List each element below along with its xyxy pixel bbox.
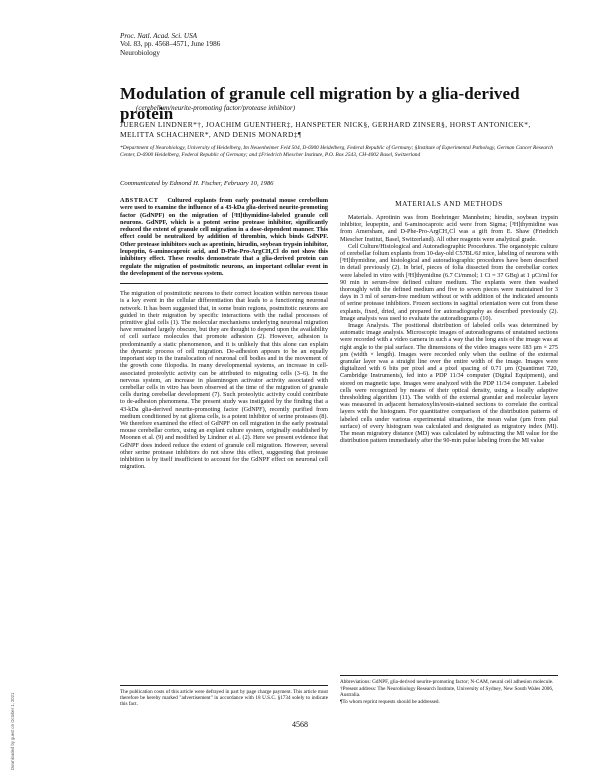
author-line-1: JUERGEN LINDNER*†, JOACHIM GUENTHER‡, HANSPETER NICK§, GERHARD ZINSER§, HORST ANTONICEK*,: [120, 120, 531, 129]
methods-cell-culture: Cell Culture/Histological and Autoradiographic Procedures. The organotypic culture of cerebellar folium explants from 10-day-old C57BL/6J mice, labeling of neurons with [³H]thymidine, and histological and autoradiographic procedures have been described in detail previously (2). In brief, pieces of folia dissected from the cerebellar cortex were labeled in vitro with [³H]thymidine (6.7 Ci/mmol; 1 Ci = 37 GBq) at 1 µCi/ml for 90 min in serum-free defined culture medium. The explants were then washed thoroughly with the defined medium and five to seven pieces were maintained for 3 days in 3 ml of serum-free medium without or with addition of the indicated amounts of serine protease inhibitors. Frozen sections in sagittal orientation were cut from these explants, fixed, dried, and prepared for autoradiography as described previously (2). Image analysis was used to evaluate the autoradiograms (10).: [340, 242, 558, 322]
abstract: [120, 197, 328, 277]
author-line-2: MELITTA SCHACHNER*, AND DENIS MONARD‡¶: [120, 130, 302, 139]
abstract-divider: [120, 283, 328, 284]
methods-materials: Materials. Aprotinin was from Boehringer Mannheim; hirudin, soybean trypsin inhibitor, leupeptin, and 6-aminocaproic acid were from Sigma; [³H]thymidine was from Amersham, and D-Phe-Pro-ArgCH₂Cl was a gift from E. Shaw (Friedrich Miescher Institut, Basel, Switzerland). All other reagents were analytical grade.: [340, 214, 558, 243]
present-address-footnote: †Present address: The Neurobiology Research Institute, University of Sydney, New South Wales 2006, Australia.: [340, 685, 554, 698]
article-keywords: (cerebellum/neurite-promoting factor/protease inhibitor): [136, 104, 296, 112]
methods-heading: MATERIALS AND METHODS: [395, 199, 503, 208]
author-list: [120, 120, 560, 140]
abstract-label: ABSTRACT: [120, 197, 159, 204]
abbreviations-footnote: Abbreviations: GdNPF, glia-derived neurite-promoting factor; N-CAM, neural cell adhesion molecule.: [340, 679, 554, 685]
page-number: 4568: [292, 720, 308, 729]
journal-section: Neurobiology: [120, 48, 160, 57]
right-column: [340, 197, 558, 445]
author-footnotes: [340, 675, 558, 705]
introduction-text: The migration of postmitotic neurons to their correct location within nervous tissue is a key event in the cellular differentiation that leads to a functioning neuronal network. It has been suggested that, in some brain regions, postmitotic neurons are guided in their migration by specific interactions with the radial processes of primitive glial cells (1). The molecular mechanisms underlying neuronal migration have remained largely obscure, but they are thought to depend upon the availability of cell surface molecules that promote adhesion (2). However, adhesion is predominantly a static phenomenon, and it is unlikely that this alone can explain the dynamic process of cell migration. De-adhesion appears to be an equally important step in the translocation of neuronal cell bodies and in the movement of the growth cone filopodia. In many developmental systems, an increase in cell-associated proteolytic activity can be attributed to migrating cells (3–6). In the nervous system, an increase in plasminogen activator activity associated with cerebellar cells in vitro has been observed at the time of the migration of granule cells during cerebellar development (7). Such proteolytic activity could contribute to de-adhesion phenomena. The present study was instigated by the finding that a 43-kDa glia-derived neurite-promoting factor (GdNPF), recently purified from medium conditioned by rat glioma cells, is a potent inhibitor of serine proteases (8). We therefore examined the effect of GdNPF on cell migration in the early postnatal mouse cerebellar cortex, using an explant culture system, originally established by Moonen et al. (9) and modified by Lindner et al. (2). Here we present evidence that GdNPF does indeed reduce the extent of granule cell migration. However, several other serine protease inhibitors do not show this effect, suggesting that protease inhibition is by itself insufficient to account for the GdNPF effect on neuronal cell migration.: [120, 290, 328, 471]
journal-name: Proc. Natl. Acad. Sci. USA: [120, 32, 198, 40]
download-watermark-text: Downloaded by guest on October 1, 2021: [10, 692, 15, 770]
left-column: [120, 197, 328, 470]
download-watermark: [4, 540, 15, 770]
affiliations: *Department of Neurobiology, University of Heidelberg, Im Neuenheimer Feld 504, D-6900 Heidelberg, Federal Republic of Germany; §Institute of Experimental Pathology, German Cancer Research Center, D-6900 Heidelberg, Federal Republic of Germany; and ‡Friedrich Miescher Institute, P.O. Box 2543, CH-4002 Basel, Switzerland: [120, 145, 553, 158]
journal-volume: Vol. 83, pp. 4568–4571, June 1986: [120, 40, 221, 49]
communicated-by: Communicated by Edmond H. Fischer, February 10, 1986: [120, 180, 274, 187]
abstract-text: Cultured explants from early postnatal mouse cerebellum were used to examine the influence of a 43-kDa glia-derived neurite-promoting factor (GdNPF) on the migration of [³H]thymidine-labeled granule cell neurons. GdNPF, which is a potent serine protease inhibitor, significantly reduced the extent of granule cell migration in a dose-dependent manner. This effect could be neutralized by addition of thrombin, which binds GdNPF. Other protease inhibitors such as aprotinin, hirudin, soybean trypsin inhibitor, leupeptin, 6-aminocaproic acid, and D-Phe-Pro-ArgCH₂Cl do not show this inhibitory effect. These results demonstrate that a glia-derived protein can regulate the migration of postmitotic neurons, an important cellular event in the development of the nervous system.: [120, 197, 328, 277]
journal-header: [120, 32, 220, 57]
reprint-footnote: ¶To whom reprint requests should be addressed.: [340, 698, 440, 705]
article-title: Modulation of granule cell migration by a glia-derived protein: [120, 84, 520, 123]
methods-image-analysis: Image Analysis. The positional distribution of labeled cells was determined by automatic image analysis. Microscopic images of autoradiograms of unstained sections were recorded with a video camera in such a way that the long axis of the image was at right angle to the pial surface. The dimensions of the video images were 183 µm × 275 µm (width × length). Images were recorded only when the outline of the external granular layer was a straight line over the entire width of the image. Images were digitalized with 6 bits per pixel and a pixel spacing of 0.71 µm (Quantimet 720, Cambridge Instruments), fed into a PDP 11/34 computer (Digital Equipment), and stored on magnetic tape. Images were analyzed with the PDP 11/34 computer. Labeled cells were recognized by means of their optical density, using a locally adaptive thresholding algorithm (11). The width of the external granular and molecular layers was measured in adjacent hematoxylin/eosin-stained sections to correlate the cortical layers with the histogram. For quantitative comparison of the distribution patterns of labeled cells under various experimental situations, the mean value (µm from pial surface) of every histogram was calculated and designated as migratory index (MI). The mean migratory distance (MD) was calculated by subtracting the MI value for the distribution pattern immediately after the 90-min pulse labeling from the MI value: [340, 322, 558, 445]
publication-cost-footnote: The publication costs of this article were defrayed in part by page charge payment. This article must therefore be hereby marked "advertisement" in accordance with 18 U.S.C. §1734 solely to indicate this fact.: [120, 685, 328, 707]
